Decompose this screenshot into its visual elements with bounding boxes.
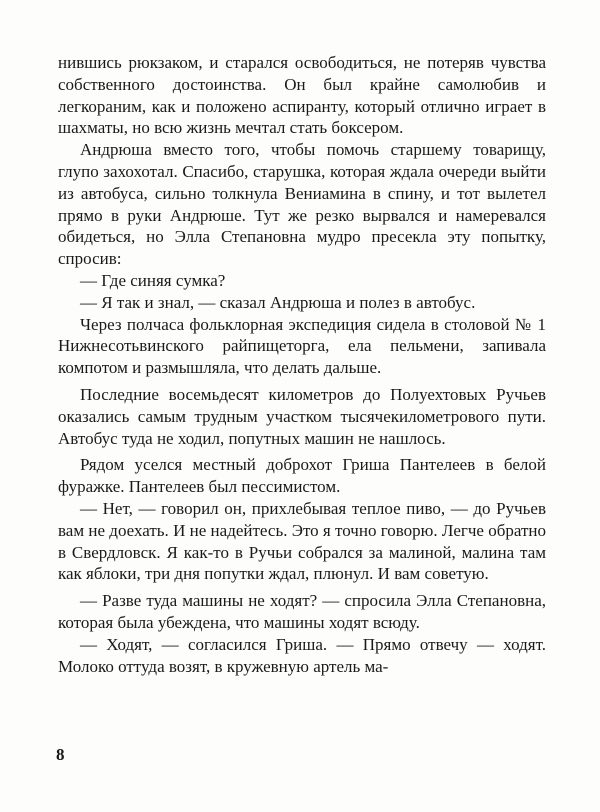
paragraph-4: — Я так и знал, — сказал Андрюша и полез в автобус.: [80, 292, 476, 312]
paragraph-6: Последние восемьдесят километров до Полуехтовых Ручьев оказались самым трудным участком тысячекилометрового пути. Автобус туда не ходил, попутных машин не нашлось.: [58, 384, 546, 448]
page-number: 8: [56, 745, 65, 764]
paragraph-9: — Разве туда машины не ходят? — спросила Элла Степановна, которая была убеждена, что машины ходят всюду.: [58, 591, 546, 632]
paragraph-2: Андрюша вместо того, чтобы помочь старшему товарищу, глупо захохотал. Спасибо, старушка, которая ждала очереди выйти из автобуса, сильно толкнула Вениамина в спину, и тот вылетел прямо в руки Андрюше. Тут же резко вырвался и намеревался обидеться, но Элла Степановна мудро пресекла эту попытку, спросив:: [58, 140, 546, 269]
paragraph-8: — Нет, — говорил он, прихлебывая теплое пиво, — до Ручьев вам не доехать. И не надейтесь. Это я точно говорю. Легче обратно в Свердловск. Я как-то в Ручьи собрался за малиной, малина там как яблоки, три дня попутки ждал, плюнул. И вам советую.: [58, 498, 546, 584]
paragraph-3: — Где синяя сумка?: [80, 270, 226, 290]
body-text: [58, 52, 546, 677]
paragraph-5: Через полчаса фольклорная экспедиция сидела в столовой № 1 Нижнесотьвинского райпищеторга, ела пельмени, запивала компотом и размышляла, что делать дальше.: [58, 314, 546, 378]
paragraph-7: Рядом уселся местный доброхот Гриша Пантелеев в белой фуражке. Пантелеев был пессимистом.: [58, 455, 546, 497]
paragraph-10: — Ходят, — согласился Гриша. — Прямо отвечу — ходят. Молоко оттуда возят, в кружевную артель ма-: [58, 634, 546, 676]
paragraph-1: нившись рюкзаком, и старался освободиться, не потеряв чувства собственного достоинства. Он был крайне самолюбив и легкораним, как и положено аспиранту, который отлично играет в шахматы, но всю жизнь мечтал стать боксером.: [58, 53, 546, 138]
